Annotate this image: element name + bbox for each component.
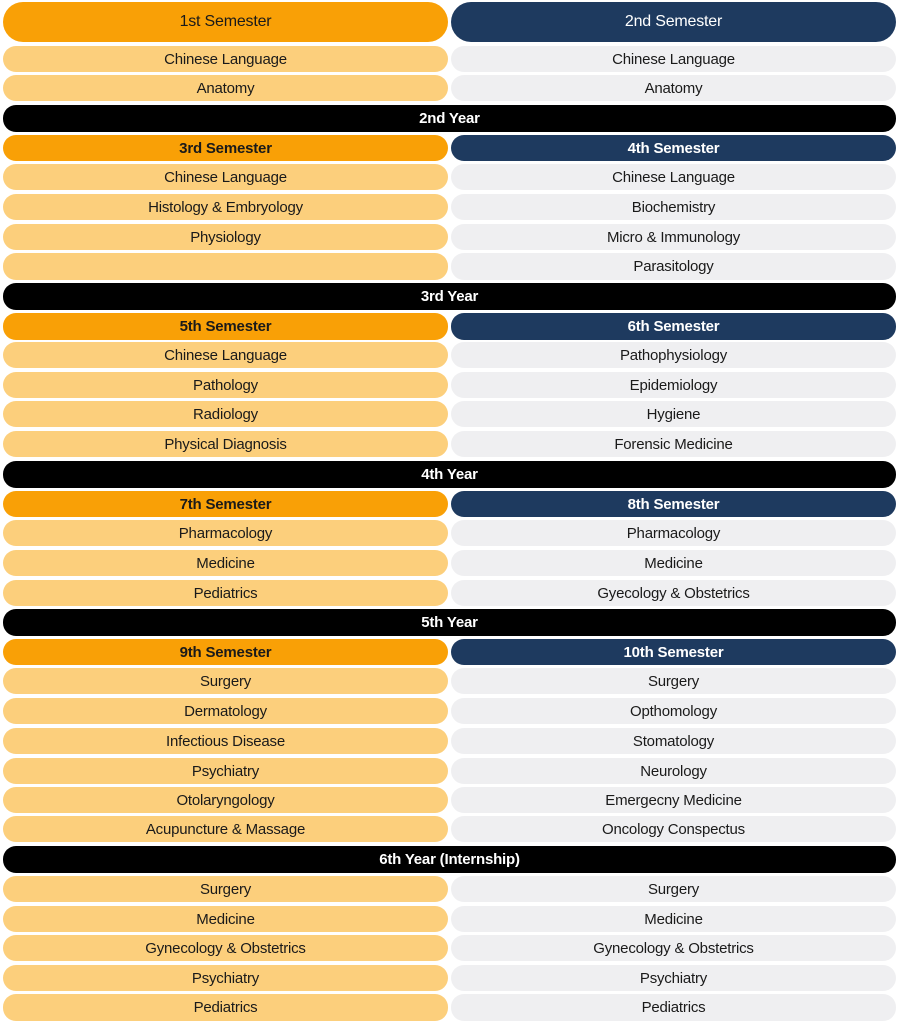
course-cell-left: Acupuncture & Massage	[3, 816, 448, 842]
year-header: 2nd Year	[3, 105, 896, 132]
course-cell-left: Dermatology	[3, 698, 448, 724]
course-cell-right: Pediatrics	[451, 994, 896, 1021]
course-cell-left: Surgery	[3, 876, 448, 902]
semester-header-left: 7th Semester	[3, 491, 448, 517]
course-cell-right: Anatomy	[451, 75, 896, 101]
course-cell-left: Medicine	[3, 906, 448, 932]
year-header: 6th Year (Internship)	[3, 846, 896, 873]
course-cell-right: Neurology	[451, 758, 896, 784]
semester-header-right: 4th Semester	[451, 135, 896, 161]
course-cell-right: Medicine	[451, 550, 896, 576]
year-header: 3rd Year	[3, 283, 896, 310]
course-cell-right: Opthomology	[451, 698, 896, 724]
course-cell-right: Micro & Immunology	[451, 224, 896, 250]
course-cell-right: Biochemistry	[451, 194, 896, 220]
course-cell-right: Forensic Medicine	[451, 431, 896, 457]
semester-header-right: 2nd Semester	[451, 2, 896, 42]
course-cell-right: Gynecology & Obstetrics	[451, 935, 896, 961]
course-cell-left	[3, 253, 448, 280]
course-cell-right: Parasitology	[451, 253, 896, 280]
semester-header-right: 8th Semester	[451, 491, 896, 517]
course-cell-right: Pathophysiology	[451, 342, 896, 368]
course-cell-left: Pediatrics	[3, 580, 448, 606]
course-cell-right: Oncology Conspectus	[451, 816, 896, 842]
course-cell-right: Chinese Language	[451, 46, 896, 72]
course-cell-left: Pediatrics	[3, 994, 448, 1021]
course-cell-left: Pharmacology	[3, 520, 448, 546]
year-header: 4th Year	[3, 461, 896, 488]
semester-header-right: 10th Semester	[451, 639, 896, 665]
course-cell-left: Physiology	[3, 224, 448, 250]
course-cell-right: Surgery	[451, 876, 896, 902]
course-cell-left: Chinese Language	[3, 342, 448, 368]
course-cell-right: Emergecny Medicine	[451, 787, 896, 813]
course-cell-left: Chinese Language	[3, 46, 448, 72]
course-cell-left: Gynecology & Obstetrics	[3, 935, 448, 961]
course-cell-left: Anatomy	[3, 75, 448, 101]
course-cell-left: Physical Diagnosis	[3, 431, 448, 457]
course-cell-left: Otolaryngology	[3, 787, 448, 813]
semester-header-left: 5th Semester	[3, 313, 448, 340]
course-cell-right: Medicine	[451, 906, 896, 932]
course-cell-right: Psychiatry	[451, 965, 896, 991]
course-cell-right: Hygiene	[451, 401, 896, 427]
course-cell-left: Pathology	[3, 372, 448, 398]
course-cell-left: Psychiatry	[3, 758, 448, 784]
course-cell-right: Gyecology & Obstetrics	[451, 580, 896, 606]
semester-header-left: 9th Semester	[3, 639, 448, 665]
semester-header-left: 1st Semester	[3, 2, 448, 42]
semester-header-right: 6th Semester	[451, 313, 896, 340]
course-cell-right: Chinese Language	[451, 164, 896, 190]
course-cell-left: Histology & Embryology	[3, 194, 448, 220]
course-cell-left: Radiology	[3, 401, 448, 427]
course-cell-left: Psychiatry	[3, 965, 448, 991]
course-cell-left: Medicine	[3, 550, 448, 576]
course-cell-right: Stomatology	[451, 728, 896, 754]
course-cell-right: Surgery	[451, 668, 896, 694]
year-header: 5th Year	[3, 609, 896, 636]
course-cell-right: Pharmacology	[451, 520, 896, 546]
course-cell-left: Surgery	[3, 668, 448, 694]
course-cell-left: Infectious Disease	[3, 728, 448, 754]
course-cell-right: Epidemiology	[451, 372, 896, 398]
semester-header-left: 3rd Semester	[3, 135, 448, 161]
course-cell-left: Chinese Language	[3, 164, 448, 190]
